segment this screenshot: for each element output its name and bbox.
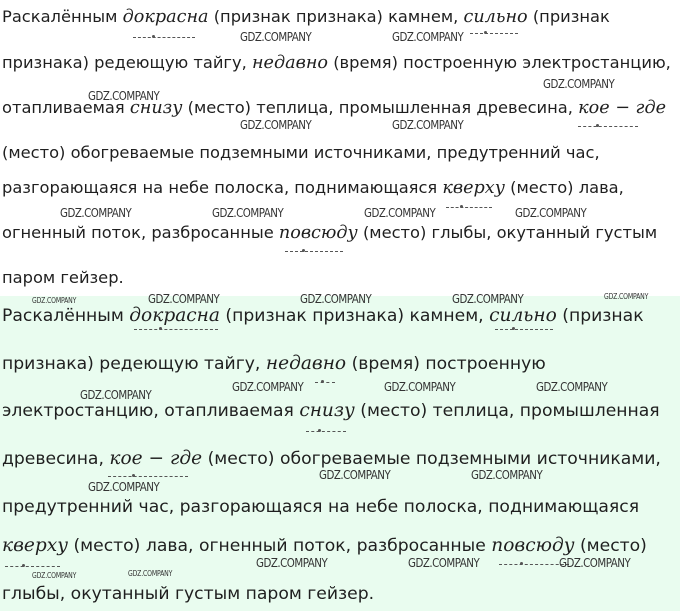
- exercise-text-block-1: [0, 0, 680, 296]
- watermark: GDZ.COMPANY: [300, 291, 372, 306]
- watermark: GDZ.COMPANY: [32, 571, 77, 580]
- watermark: GDZ.COMPANY: [392, 117, 464, 132]
- text-line: Раскалённым докрасна (признак признака) камнем, сильно (признак: [2, 305, 644, 326]
- adverb: кое − где: [578, 98, 667, 118]
- text-line: Раскалённым докрасна (признак признака) камнем, сильно (признак: [2, 7, 610, 27]
- watermark: GDZ.COMPANY: [32, 296, 77, 305]
- watermark: GDZ.COMPANY: [319, 467, 391, 482]
- text-line: признака) редеющую тайгу, недавно (время) построенную электростанцию,: [2, 53, 671, 73]
- adverb-underline-mark: [470, 33, 518, 34]
- adverb-underline-mark: [134, 329, 218, 330]
- adverb-underline-mark: [578, 126, 638, 127]
- watermark: GDZ.COMPANY: [452, 291, 524, 306]
- watermark: GDZ.COMPANY: [384, 379, 456, 394]
- watermark: GDZ.COMPANY: [543, 76, 615, 91]
- adverb: недавно: [251, 53, 329, 73]
- exercise-text-block-2: [0, 291, 680, 611]
- adverb: снизу: [129, 98, 183, 118]
- watermark: GDZ.COMPANY: [148, 291, 220, 306]
- watermark: GDZ.COMPANY: [80, 387, 152, 402]
- text-line: огненный поток, разбросанные повсюду (место) глыбы, окутанный густым: [2, 223, 658, 243]
- adverb-underline-mark: [108, 476, 188, 477]
- watermark: GDZ.COMPANY: [128, 569, 173, 578]
- watermark: GDZ.COMPANY: [240, 117, 312, 132]
- text-line: (место) обогреваемые подземными источниками, предутренний час,: [2, 143, 600, 162]
- adverb: повсюду: [278, 223, 358, 243]
- adverb-underline-mark: [446, 207, 492, 208]
- text-line: древесина, кое − где (место) обогреваемые подземными источниками,: [2, 448, 661, 469]
- adverb: кверху: [442, 178, 505, 198]
- adverb: сильно: [463, 7, 528, 27]
- adverb-underline-mark: [495, 329, 553, 330]
- watermark: GDZ.COMPANY: [240, 29, 312, 44]
- text-line: глыбы, окутанный густым паром гейзер.: [2, 584, 375, 604]
- watermark: GDZ.COMPANY: [392, 29, 464, 44]
- watermark: GDZ.COMPANY: [212, 205, 284, 220]
- text-line: отапливаемая снизу (место) теплица, промышленная древесина, кое − где: [2, 98, 667, 118]
- watermark: GDZ.COMPANY: [88, 88, 160, 103]
- adverb: кверху: [2, 535, 68, 556]
- watermark: GDZ.COMPANY: [364, 205, 436, 220]
- adverb-underline-mark: [315, 382, 335, 383]
- watermark: GDZ.COMPANY: [536, 379, 608, 394]
- watermark: GDZ.COMPANY: [60, 205, 132, 220]
- text-line: кверху (место) лава, огненный поток, разбросанные повсюду (место): [2, 535, 647, 556]
- watermark: GDZ.COMPANY: [88, 479, 160, 494]
- text-line: предутренний час, разгорающаяся на небе полоска, поднимающаяся: [2, 497, 640, 517]
- text-line: паром гейзер.: [2, 268, 124, 287]
- text-line: электростанцию, отапливаемая снизу (место) теплица, промышленная: [2, 400, 660, 421]
- adverb: докрасна: [122, 7, 209, 27]
- adverb: сильно: [489, 305, 557, 326]
- watermark: GDZ.COMPANY: [559, 555, 631, 570]
- watermark: GDZ.COMPANY: [471, 467, 543, 482]
- adverb-underline-mark: [306, 431, 346, 432]
- text-line: признака) редеющую тайгу, недавно (время) построенную: [2, 353, 546, 374]
- adverb: докрасна: [129, 305, 220, 326]
- watermark: GDZ.COMPANY: [515, 205, 587, 220]
- watermark: GDZ.COMPANY: [256, 555, 328, 570]
- adverb-underline-mark: [285, 251, 343, 252]
- adverb: снизу: [299, 400, 355, 421]
- adverb: повсюду: [491, 535, 575, 556]
- watermark: GDZ.COMPANY: [232, 379, 304, 394]
- adverb: кое − где: [109, 448, 203, 469]
- watermark: GDZ.COMPANY: [408, 555, 480, 570]
- adverb-underline-mark: [5, 566, 60, 567]
- adverb: недавно: [265, 353, 347, 374]
- watermark: GDZ.COMPANY: [604, 292, 649, 301]
- text-line: разгорающаяся на небе полоска, поднимающаяся кверху (место) лава,: [2, 178, 624, 198]
- adverb-underline-mark: [133, 37, 195, 38]
